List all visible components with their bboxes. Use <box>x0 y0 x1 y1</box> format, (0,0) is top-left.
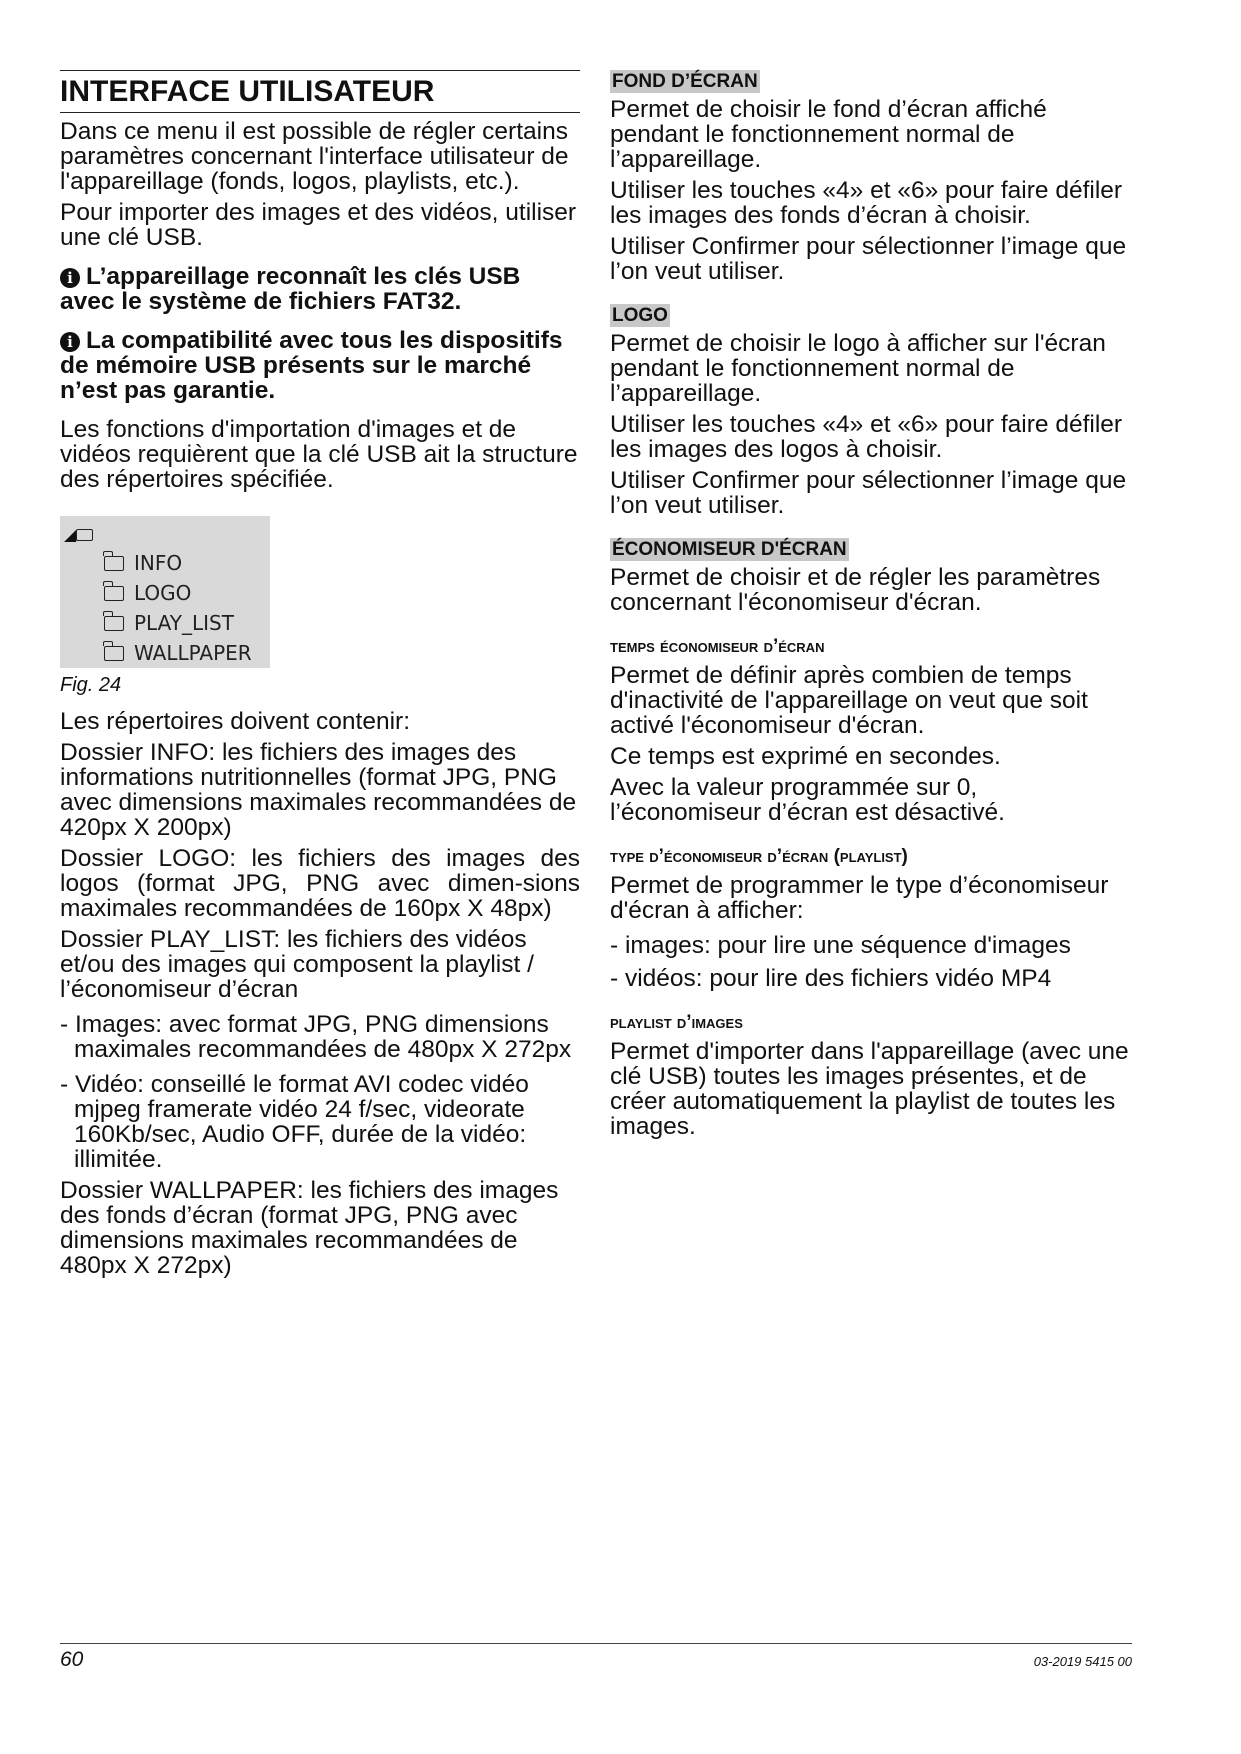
document-code: 03-2019 5415 00 <box>1033 1654 1132 1669</box>
right-column <box>610 70 1130 1159</box>
folder-icon <box>104 556 124 571</box>
logo-paragraph-1: Permet de choisir le logo à afficher sur l'écran pendant le fonctionnement normal de l’appareillage. <box>610 330 1106 407</box>
logo-paragraph-2: Utiliser les touches «4» et «6» pour faire défiler les images des logos à choisir. <box>610 411 1123 463</box>
heading-temps-economiseur: temps économiseur d’écran <box>610 636 825 657</box>
info-icon: i <box>60 332 80 352</box>
folder-name: INFO <box>134 551 183 575</box>
structure-paragraph: Les fonctions d'importation d'images et de vidéos requièrent que la clé USB ait la structure des répertoires spécifiée. <box>60 416 578 493</box>
fond-paragraph-1: Permet de choisir le fond d’écran affiché pendant le fonctionnement normal de l’appareillage. <box>610 96 1047 173</box>
figure-caption: Fig. 24 <box>60 674 122 696</box>
logo-paragraph-3: Utiliser Confirmer pour sélectionner l’image que l’on veut utiliser. <box>610 467 1127 519</box>
folder-play-list <box>64 608 270 638</box>
type-paragraph-1: Permet de programmer le type d’économiseur d'écran à afficher: <box>610 872 1109 924</box>
folder-logo <box>64 578 270 608</box>
eco-paragraph-1: Permet de choisir et de régler les paramètres concernant l'économiseur d'écran. <box>610 564 1101 616</box>
heading-playlist-images: playlist d’images <box>610 1012 743 1033</box>
section-type-economiseur <box>610 845 1130 991</box>
footer-divider <box>60 1643 1132 1644</box>
section-logo <box>610 304 1130 518</box>
folder-info <box>64 548 270 578</box>
section-temps-economiseur <box>610 635 1130 825</box>
fond-paragraph-2: Utiliser les touches «4» et «6» pour faire défiler les images des fonds d’écran à choisir. <box>610 177 1123 229</box>
heading-economiseur: ÉCONOMISEUR D'ÉCRAN <box>612 539 847 560</box>
type-item-videos: - vidéos: pour lire des fichiers vidéo MP4 <box>610 965 1052 992</box>
section-playlist-images <box>610 1011 1130 1139</box>
playlist-paragraph-1: Permet d'importer dans l'appareillage (avec une clé USB) toutes les images présentes, et de créer automatiquement la playlist de toutes les images. <box>610 1038 1129 1140</box>
dir-wallpaper: Dossier WALLPAPER: les fichiers des images des fonds d’écran (format JPG, PNG avec dimensions maximales recommandées de 480px X 272px) <box>60 1177 559 1279</box>
page-number: 60 <box>60 1648 84 1671</box>
heading-type-economiseur: type d’économiseur d’écran (playlist) <box>610 846 908 867</box>
heading-logo: LOGO <box>612 305 668 326</box>
dir-info: Dossier INFO: les fichiers des images des informations nutritionnelles (format JPG, PNG avec dimensions maximales recommandées de 420px X 200px) <box>60 739 577 841</box>
note-fat32 <box>60 264 580 314</box>
info-icon: i <box>60 268 80 288</box>
intro-paragraph: Dans ce menu il est possible de régler certains paramètres concernant l'interface utilisateur de l'appareillage (fonds, logos, playlists, etc.). <box>60 118 569 195</box>
dir-logo: Dossier LOGO: les fichiers des images des logos (format JPG, PNG avec dimen-sions maximales recommandées de 160px X 48px) <box>60 845 580 922</box>
left-column <box>60 70 580 1284</box>
folder-name: PLAY_LIST <box>134 611 234 635</box>
expand-triangle-icon: ◢ <box>64 525 77 544</box>
usb-import-paragraph: Pour importer des images et des vidéos, utiliser une clé USB. <box>60 199 577 251</box>
section-economiseur <box>610 538 1130 615</box>
temps-paragraph-1: Permet de définir après combien de temps d'inactivité de l'appareillage on veut que soit activé l'économiseur d'écran. <box>610 662 1088 739</box>
temps-paragraph-2: Ce temps est exprimé en secondes. <box>610 743 1001 770</box>
folder-icon <box>104 646 124 661</box>
folder-icon <box>104 586 124 601</box>
folder-name: LOGO <box>134 581 192 605</box>
usb-drive-root <box>64 522 270 548</box>
section-fond-ecran <box>610 70 1130 284</box>
note-compatibility <box>60 328 580 403</box>
note-fat32-text: L’appareillage reconnaît les clés USB avec le système de fichiers FAT32. <box>60 263 521 315</box>
dirs-intro: Les répertoires doivent contenir: <box>60 708 410 735</box>
dir-playlist: Dossier PLAY_LIST: les fichiers des vidéos et/ou des images qui composent la playlist / l’économiseur d’écran <box>60 926 534 1003</box>
folder-tree-figure <box>60 516 270 668</box>
note-compatibility-text: La compatibilité avec tous les dispositifs de mémoire USB présents sur le marché n’est pas garantie. <box>60 327 563 404</box>
usb-drive-icon <box>76 529 93 541</box>
heading-fond-ecran: FOND D’ÉCRAN <box>612 71 758 92</box>
section-title: INTERFACE UTILISATEUR <box>60 70 580 113</box>
folder-icon <box>104 616 124 631</box>
temps-paragraph-3: Avec la valeur programmée sur 0, l’économiseur d’écran est désactivé. <box>610 774 1005 826</box>
folder-wallpaper <box>64 638 270 668</box>
fond-paragraph-3: Utiliser Confirmer pour sélectionner l’image que l’on veut utiliser. <box>610 233 1127 285</box>
dir-playlist-images: - Images: avec format JPG, PNG dimensions maximales recommandées de 480px X 272px <box>60 1011 572 1063</box>
folder-name: WALLPAPER <box>134 641 252 665</box>
dir-playlist-video: - Vidéo: conseillé le format AVI codec vidéo mjpeg framerate vidéo 24 f/sec, videorate 160Kb/sec, Audio OFF, durée de la vidéo: illimitée. <box>60 1071 529 1173</box>
type-item-images: - images: pour lire une séquence d'images <box>610 932 1071 959</box>
